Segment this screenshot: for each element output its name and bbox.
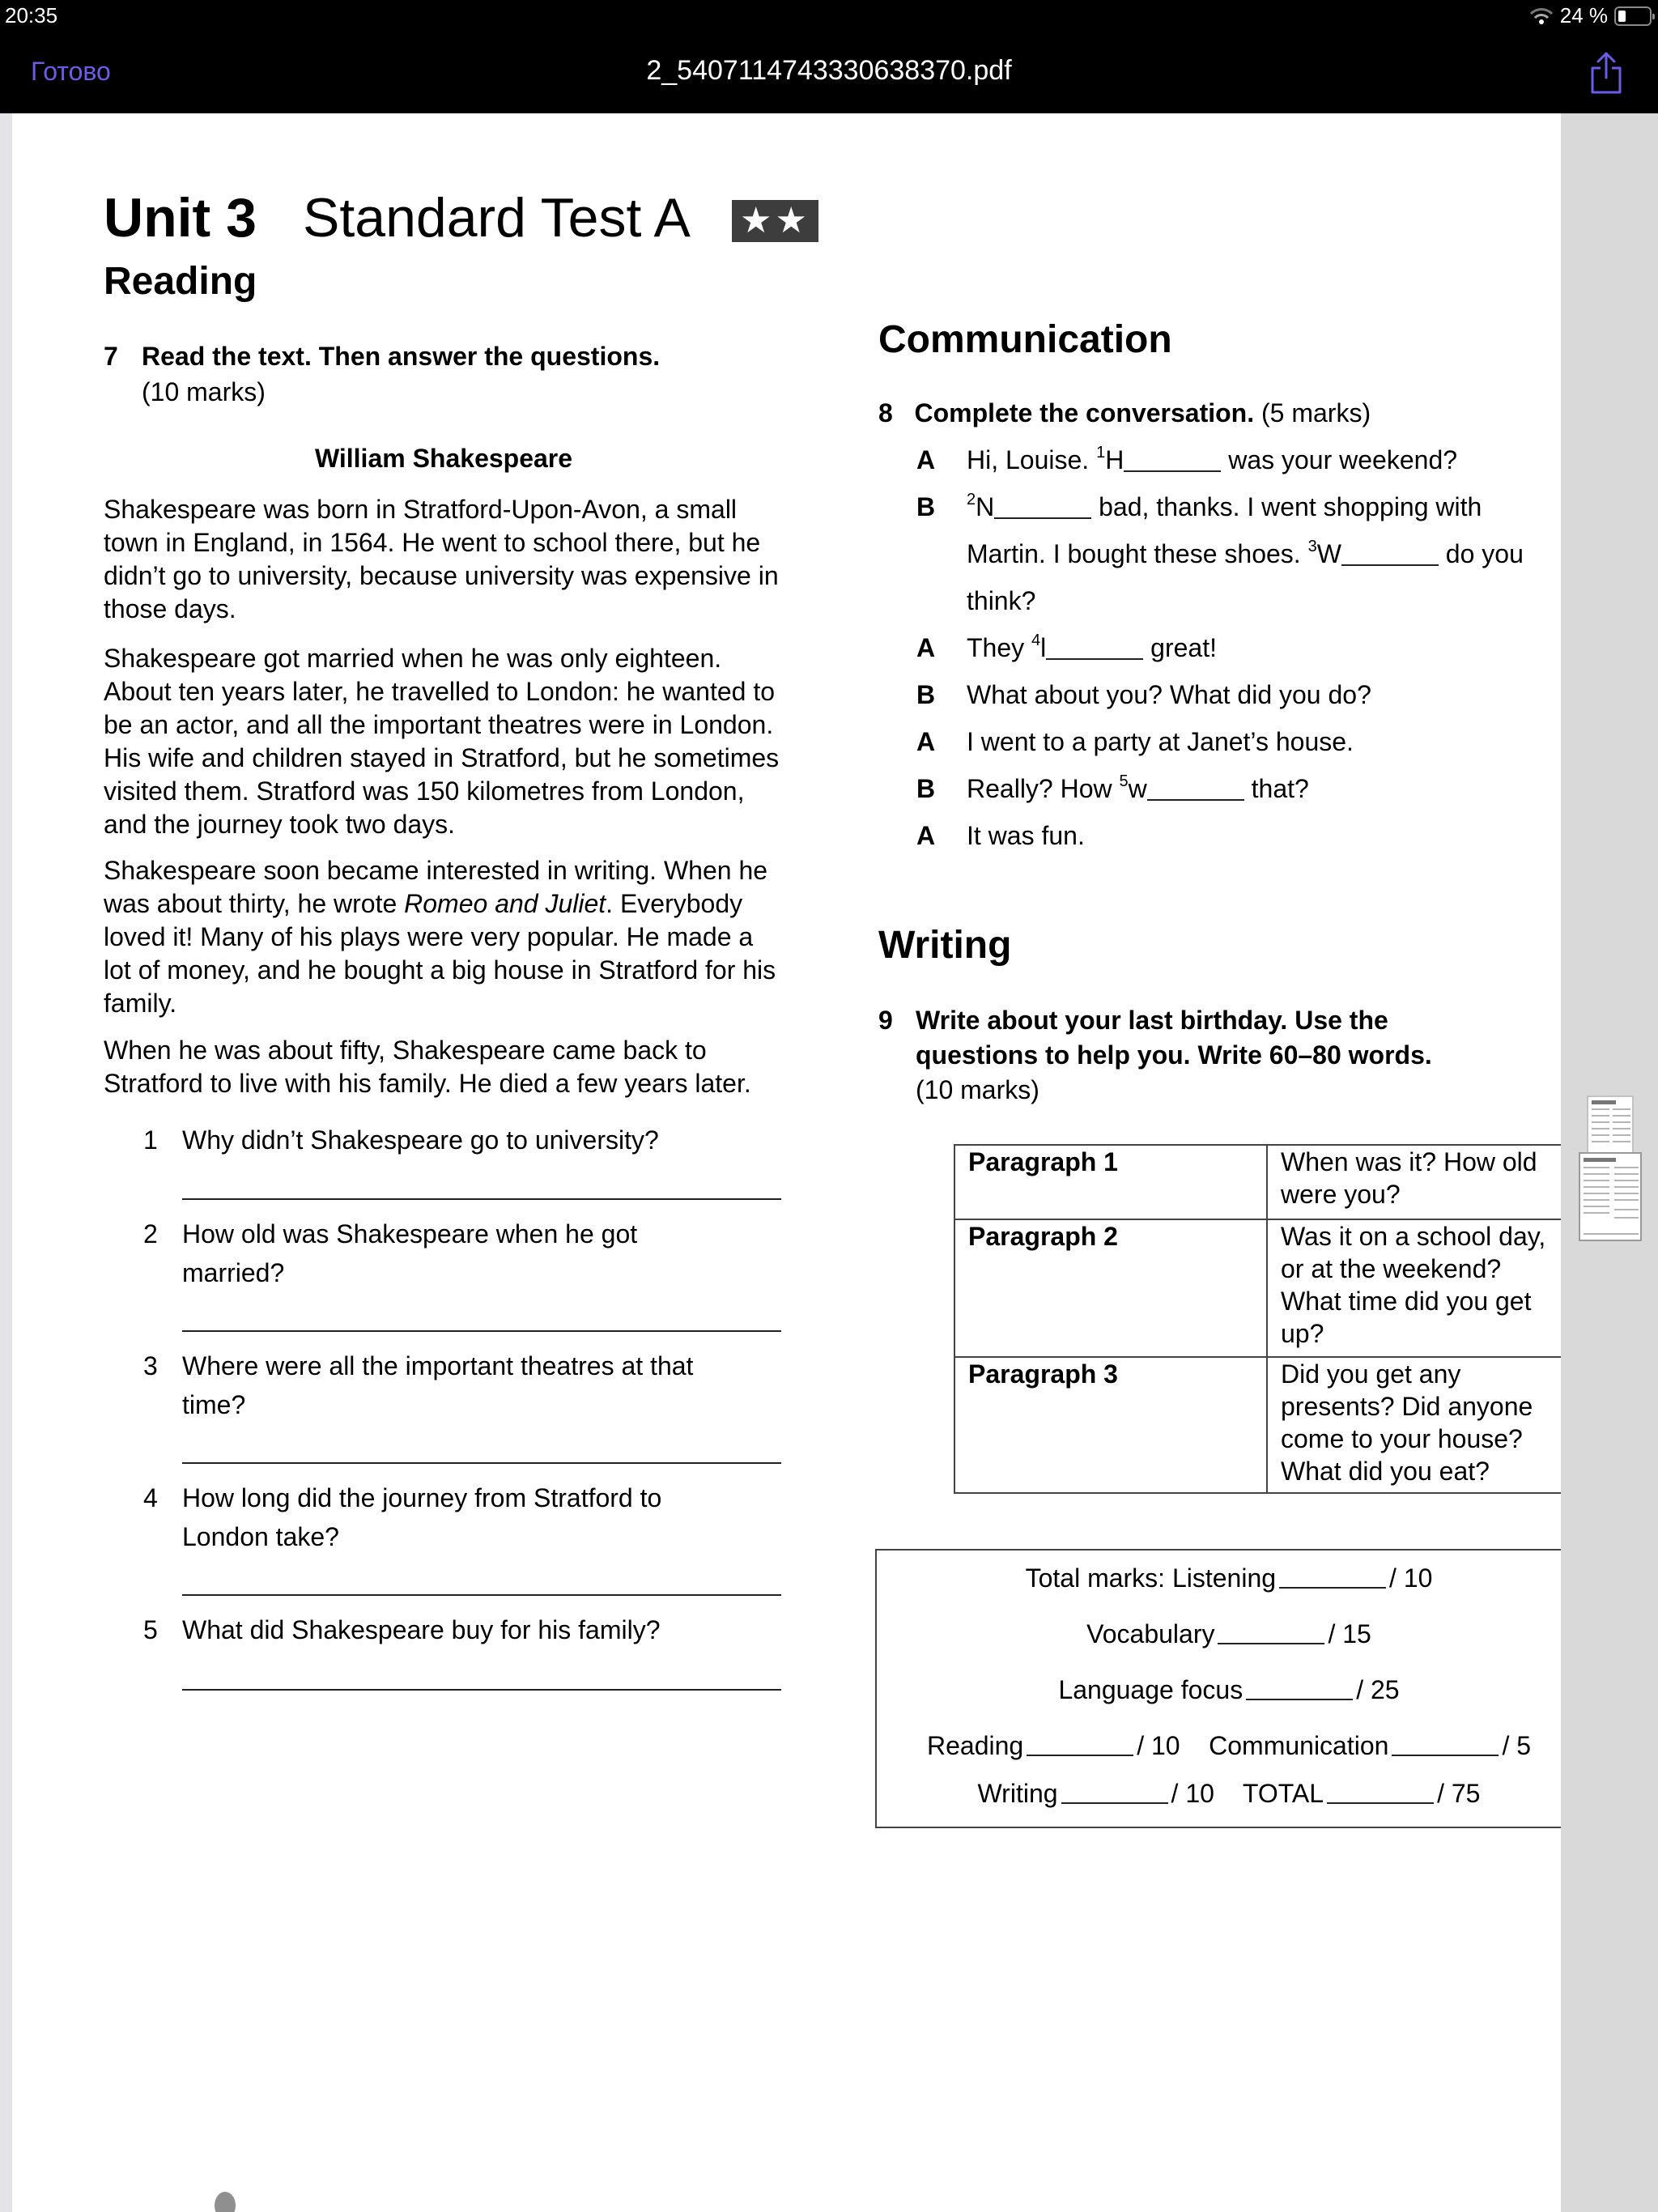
total-marks-box [875, 1549, 1583, 1828]
task-9-instruction-1: Write about your last birthday. Use the [916, 1006, 1388, 1035]
table-row: Paragraph 2 Was it on a school day, or at the weekend? What time did you get up? [954, 1219, 1579, 1357]
reading-paragraph-4: When he was about fifty, Shakespeare came back to Stratford to live with his family. He died a few years later. [104, 1036, 751, 1098]
task-7-marks: (10 marks) [142, 377, 266, 406]
listening-score-blank[interactable] [1279, 1568, 1386, 1589]
marks-row-listening: Total marks: Listening / 10 [1025, 1563, 1433, 1593]
task-8-header: 8 Complete the conversation. (5 marks) [878, 398, 1371, 428]
language-score-blank[interactable] [1246, 1679, 1353, 1700]
table-row: Paragraph 1 When was it? How old were you? [954, 1145, 1579, 1219]
scroll-indicator[interactable] [215, 2192, 236, 2212]
battery-percent: 24 % [1559, 3, 1608, 28]
blank-1[interactable] [1124, 449, 1221, 472]
wifi-icon [1529, 7, 1554, 25]
question-4-text: How long did the journey from Stratford to London take? [182, 1483, 662, 1551]
blank-5[interactable] [1147, 778, 1244, 801]
task-9-number: 9 [878, 1006, 893, 1035]
task-8-instruction: Complete the conversation. [914, 398, 1255, 428]
question-3-number: 3 [143, 1351, 158, 1380]
question-3-text: Where were all the important theatres at that time? [182, 1351, 694, 1419]
vocabulary-score-blank[interactable] [1218, 1623, 1324, 1644]
reading-score-blank[interactable] [1027, 1735, 1133, 1756]
question-3-answer-line[interactable] [182, 1462, 781, 1464]
page-thumbnail-2-current[interactable] [1579, 1152, 1642, 1241]
writing-score-blank[interactable] [1061, 1783, 1168, 1804]
question-2-number: 2 [143, 1219, 158, 1249]
communication-score-blank[interactable] [1392, 1735, 1499, 1756]
marks-row-reading-communication: Reading / 10 Communication / 5 [926, 1731, 1532, 1760]
document-title: 2_5407114743330638370.pdf [646, 55, 1012, 86]
share-icon[interactable] [1588, 50, 1624, 96]
status-bar [0, 0, 1658, 32]
task-8-marks: (5 marks) [1261, 398, 1371, 428]
question-5-answer-line[interactable] [182, 1689, 781, 1691]
question-4-number: 4 [143, 1483, 158, 1512]
marks-row-writing-total: Writing / 10 TOTAL / 75 [977, 1779, 1481, 1808]
test-title: Standard Test A [303, 187, 691, 249]
status-time: 20:35 [5, 3, 58, 28]
question-1-answer-line[interactable] [182, 1198, 781, 1200]
writing-heading: Writing [878, 924, 1012, 967]
battery-icon [1614, 6, 1652, 26]
reading-paragraph-2: Shakespeare got married when he was only eighteen. About ten years later, he travelled to London: he wanted to be an actor, and all the important theatres were in London. His wife and children stayed in Stratford, but he sometimes visited them. Stratford was 150 kilometres from London, and the journey took two days. [104, 644, 780, 839]
pdf-page: Unit 3 Standard Test A ★★ Reading 7 Read the text. Then answer the questions. (10 marks) William Shakespeare Shakespeare was born in Stratford-Upon-Avon, a small town in England, in 1564. He went to school there, but he didn’t go to university, because university was expensive in those days. Shakespeare got married when he was only eighteen. About ten years later, he travelled to London: he wanted to be an actor, and all the important theatres were in London. His wife and children stayed in Stratford, but he sometimes visited them. Stratford was 150 kilometres from London, and the journey took two days. Shakespeare soon became interested in writing. When he was about thirty, he wrote Romeo and Juliet. Everybody loved it! Many of his plays were very popular. He made a lot of money, and he bought a big house in Stratford for his family. When he was about fifty, Shakespeare came back to Stratford to live with his family. He died a few years later. 1 Why didn’t Shakespeare go to university? 2 How old was Shakespeare when he got married? 3 Where were all the important theatres at that time? 4 How long did the journey from Stratford to London take? 5 What did Shakespeare buy for his family? Communication 8 Complete the conversation. (5 marks) A Hi, Louise. $^1$H was your weekend? B $^2$N bad, thanks. I went shopping with Martin. I bought these shoes. $^3$W do you think? A They $^4$l great! B What about you? What did you do? A I went to a party at Janet’s house. B Really? How $^5$w that? A It was fun. Writing 9 Write about your last birthday. Use the questions to help you. Write 60–80 words. (10 marks) Paragraph 1 When was it? How old were you? Paragraph 2 Was it on a school day, or at the weekend? What time did you get up? Paragraph 3 Did you get any presents? Did anyone come to your house? What did you eat? Total marks: Listening / 10 Vocabulary / 15 Language focus / 25 Reading / 10 Communication / 5 Writing / 10 TOTAL / 75 [12, 113, 1561, 2212]
reading-paragraph-3: Shakespeare soon became interested in writing. When he was about thirty, he wrote Romeo and Juliet. Everybody loved it! Many of his plays were very popular. He made a lot of money, and he bought a big house in Stratford for his family. [104, 856, 776, 1018]
question-1-text: Why didn’t Shakespeare go to university? [182, 1125, 659, 1155]
question-2-text: How old was Shakespeare when he got married? [182, 1219, 638, 1287]
question-4-answer-line[interactable] [182, 1594, 781, 1596]
question-5-number: 5 [143, 1615, 158, 1644]
reading-heading: Reading [104, 260, 257, 303]
difficulty-stars-badge: ★★ [732, 200, 818, 242]
blank-2[interactable] [994, 496, 1091, 519]
task-9-marks: (10 marks) [916, 1075, 1039, 1104]
navigation-bar [0, 32, 1658, 113]
page-thumbnail-sidebar[interactable] [1561, 113, 1658, 2212]
marks-row-language: Language focus / 25 [1058, 1675, 1400, 1704]
marks-row-vocabulary: Vocabulary / 15 [1086, 1619, 1371, 1648]
task-7-number: 7 [104, 342, 118, 371]
task-7-instruction: Read the text. Then answer the questions. [142, 342, 661, 371]
question-2-answer-line[interactable] [182, 1330, 781, 1332]
communication-heading: Communication [878, 318, 1172, 361]
reading-paragraph-1: Shakespeare was born in Stratford-Upon-Avon, a small town in England, in 1564. He went to school there, but he didn’t go to university, because university was expensive in those days. [104, 495, 779, 623]
table-row: Paragraph 3 Did you get any presents? Did anyone come to your house? What did you eat? [954, 1357, 1579, 1493]
writing-plan-table [954, 1144, 1580, 1494]
unit-label: Unit 3 [104, 187, 257, 249]
play-title: Romeo and Juliet [404, 889, 606, 918]
done-button[interactable]: Готово [31, 57, 111, 86]
question-5-text: What did Shakespeare buy for his family? [182, 1615, 661, 1644]
task-9-instruction-2: questions to help you. Write 60–80 words. [916, 1040, 1432, 1070]
text-title: William Shakespeare [314, 444, 573, 473]
total-score-blank[interactable] [1327, 1783, 1434, 1804]
question-1-number: 1 [143, 1125, 158, 1155]
pdf-viewer[interactable] [0, 113, 1658, 2212]
blank-4[interactable] [1046, 637, 1143, 660]
blank-3[interactable] [1341, 543, 1439, 566]
page-thumbnail-1[interactable] [1587, 1095, 1634, 1160]
